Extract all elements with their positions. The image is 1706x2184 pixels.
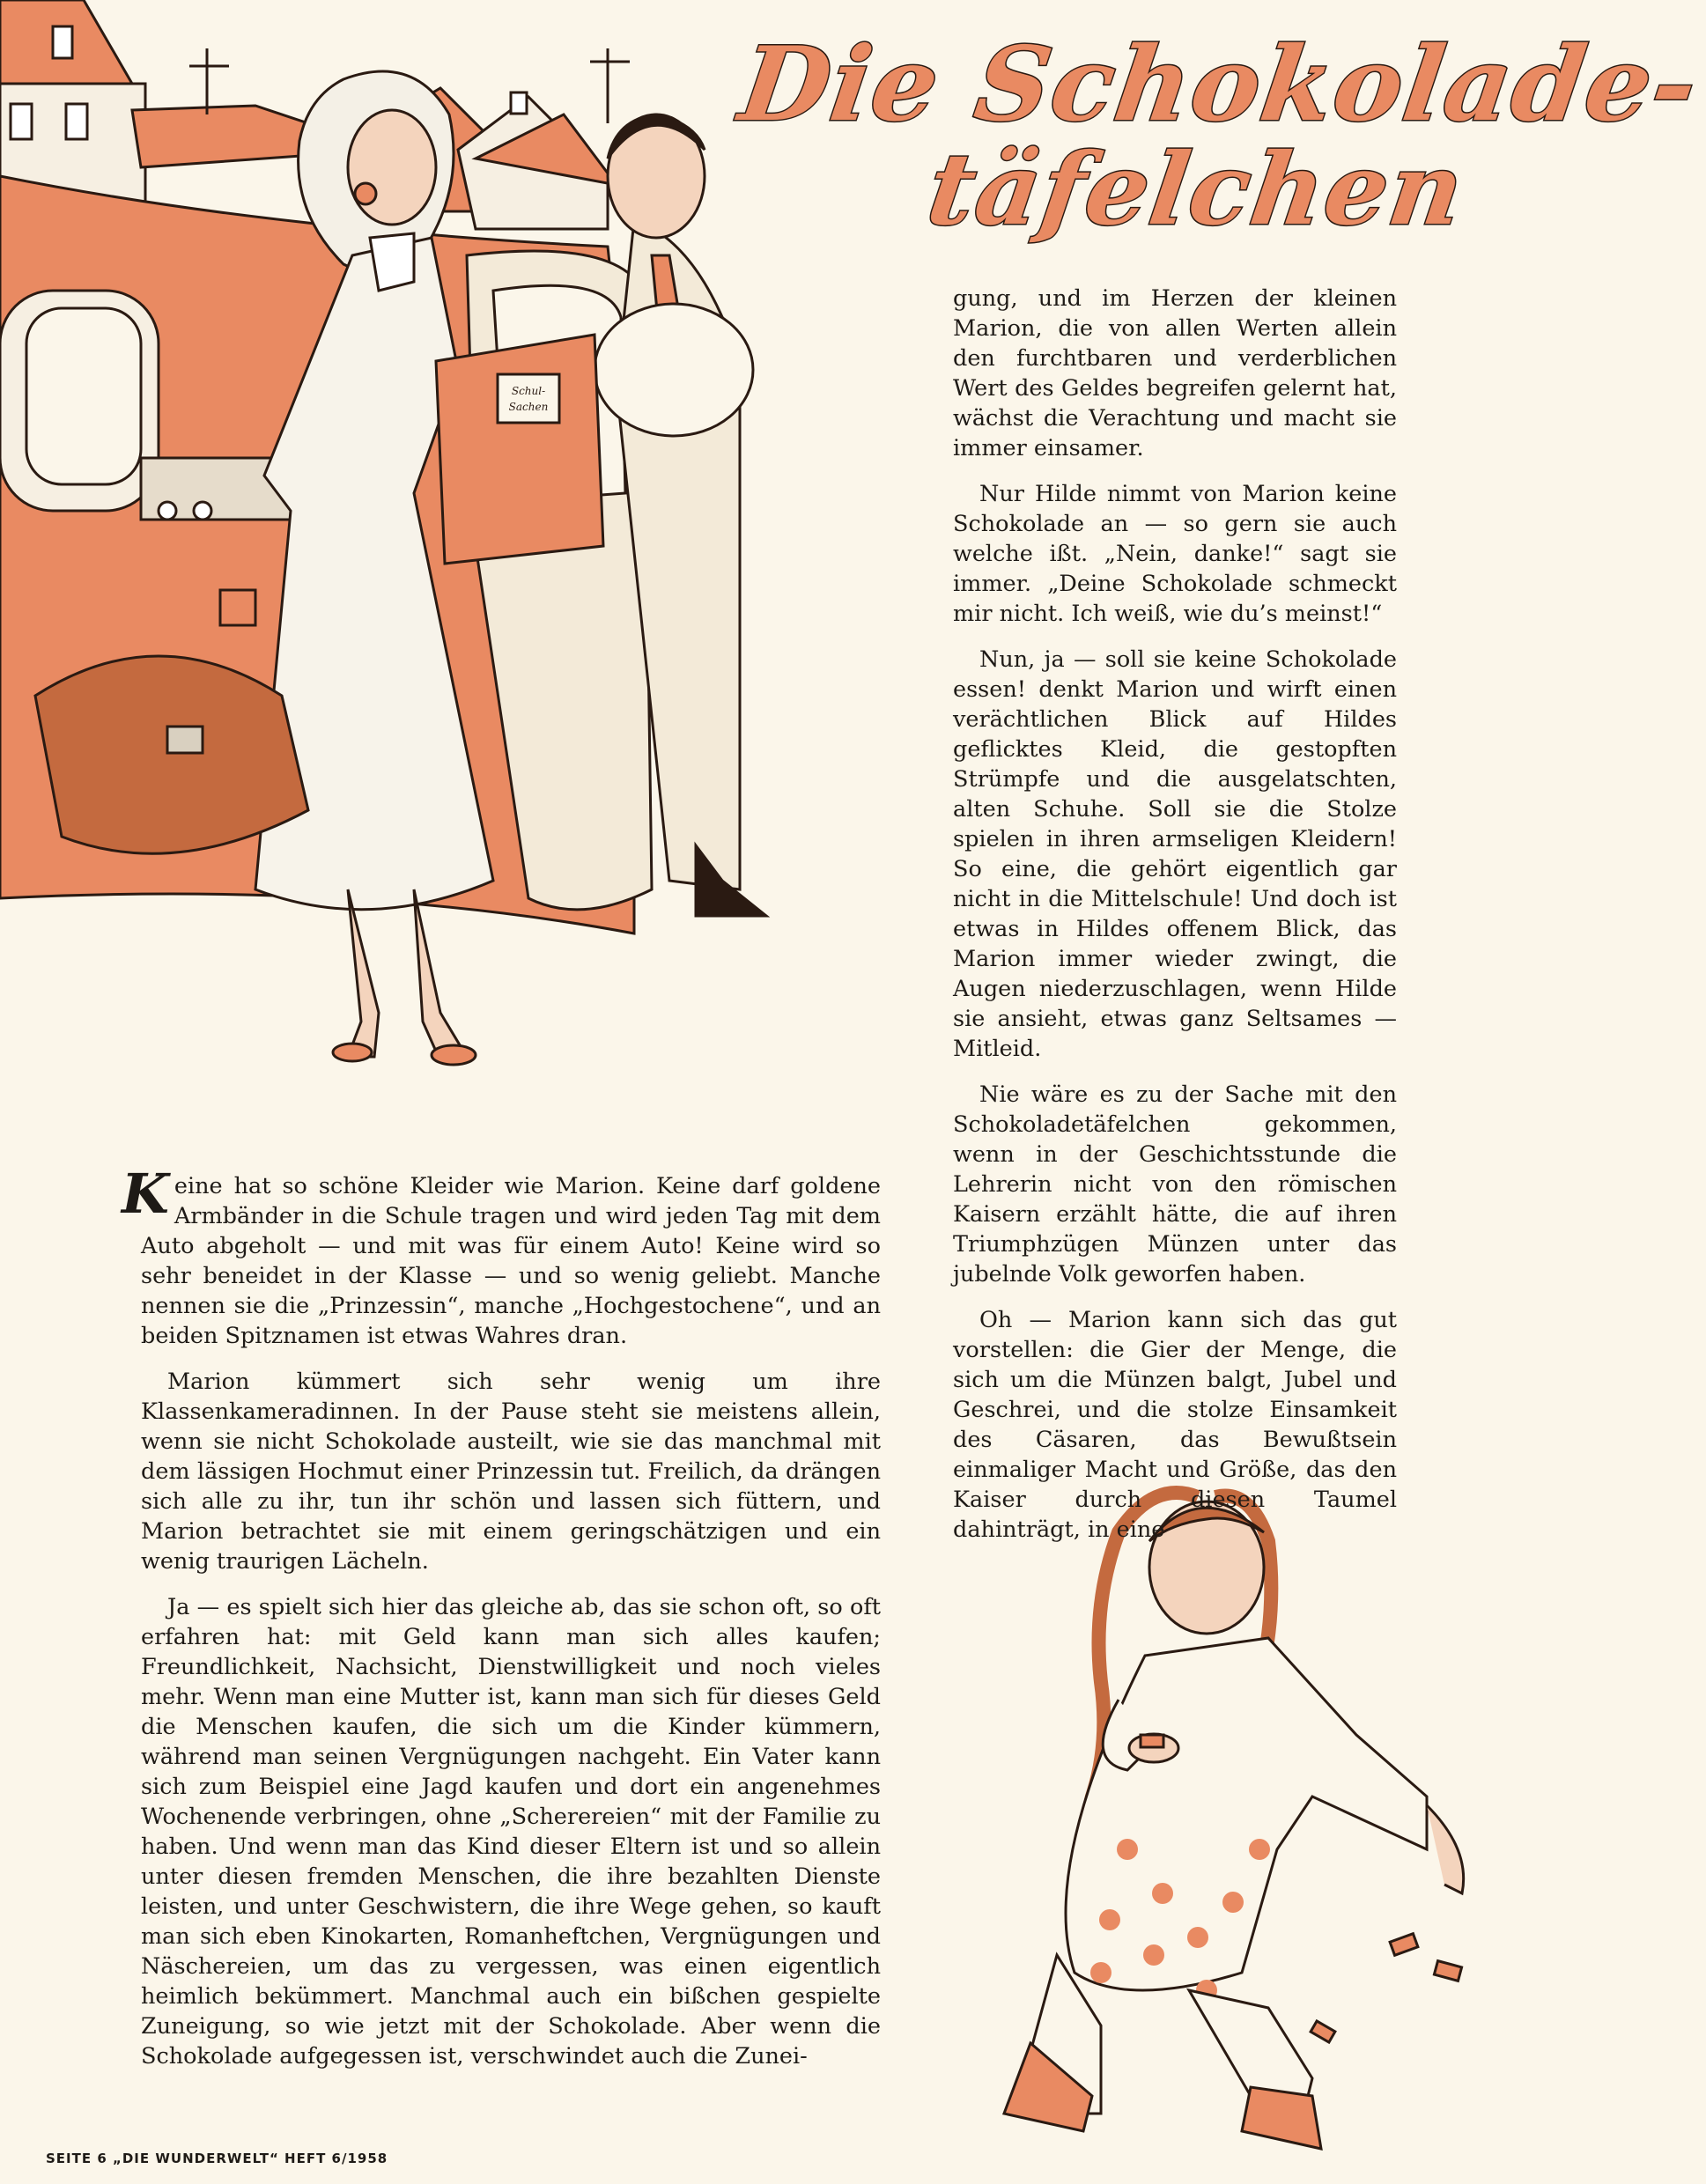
right-paragraph-4: Nie wäre es zu der Sache mit den Schokoladetäfelchen gekommen, wenn in der Geschichtsstunde die Lehrerin nicht von den römischen Kaisern erzählt hätte, die auf ihren Triumphzügen Münzen unter das jubelnde Volk geworfen haben. bbox=[953, 1081, 1397, 1288]
bag-label-line1: Schul- bbox=[511, 385, 546, 397]
car-scene-illustration bbox=[0, 0, 740, 1074]
right-paragraph-1: gung, und im Herzen der kleinen Marion, die von allen Werten allein den furchtbaren und verderblichen Wert des Geldes begreifen gelernt hat, wächst die Verachtung und macht sie immer einsamer. bbox=[953, 285, 1397, 461]
left-paragraph-1-text: eine hat so schöne Kleider wie Marion. Keine darf goldene Armbänder in die Schule tragen und wird jeden Tag mit dem Auto abgeholt — und mit was für einem Auto! Keine wird so sehr beneidet in der Klasse — und so wenig geliebt. Manche nennen sie die „Prinzessin“, manche „Hochgestochene“, und an beiden Spitznamen ist etwas Wahres dran. bbox=[141, 1173, 881, 1349]
left-paragraph-3: Ja — es spielt sich hier das gleiche ab, das sie schon oft, so oft erfahren hat: mit Geld kann man sich alles kaufen; Freundlichkeit, Nachsicht, Dienstwilligkeit und noch vieles mehr. Wenn man eine Mutter ist, kann man sich für dieses Geld die Menschen kaufen, die sich um die Kinder kümmern, während man seinen Vergnügungen nachgeht. Ein Vater kann sich zum Beispiel eine Jagd kaufen und dort ein angenehmes Wochenende verbringen, ohne „Scherereien“ mit der Familie zu haben. Und wenn man das Kind dieser Eltern ist und so allein unter diesen fremden Menschen, die ihre bezahlten Dienste leisten, und unter Geschwistern, die ihre Wege gehen, so kauft man sich eben Kinokarten, Romanheftchen, Vergnügungen und Näschereien, um das zu vergessen, was einen eigentlich heimlich bekümmert. Manchmal auch ein bißchen gespielte Zuneigung, so wie jetzt mit der Schokolade. Aber wenn die Schokolade aufgegessen ist, verschwindet auch die Zunei- bbox=[141, 1594, 881, 2070]
right-paragraph-3: Nun, ja — soll sie keine Schokolade essen! denkt Marion und wirft einen verächtlichen Blick auf Hildes geflicktes Kleid, die gestopften Strümpfe und die ausgelatschten, alten Schuhe. Soll sie die Stolze spielen in ihren armseligen Kleidern! So eine, die gehört eigentlich gar nicht in die Mittelschule! Und doch ist etwas in Hildes offenem Blick, das Marion immer wieder zwingt, die Augen niederzuschlagen, wenn Hilde sie ansieht, etwas ganz Seltsames — Mitleid. bbox=[953, 646, 1397, 1062]
right-paragraph-5: Oh — Marion kann sich das gut vorstellen: die Gier der Menge, die sich um die Münzen balgt, Jubel und Geschrei, und die stolze Einsamkeit des Cäsaren, das Bewußtsein einmaliger Macht und Größe, das den Kaiser durch diesen Taumel dahinträgt, in eine bbox=[953, 1307, 1397, 1543]
left-paragraph-1 bbox=[122, 1162, 881, 1351]
satchel bbox=[35, 656, 308, 853]
left-paragraph-2: Marion kümmert sich sehr wenig um ihre Klassenkameradinnen. In der Pause steht sie meistens allein, wenn sie nicht Schokolade austeilt, wie sie das manchmal mit dem lässigen Hochmut einer Prinzessin tut. Freilich, da drängen sich alle zu ihr, tun ihr schön und lassen sich füttern, und Marion betrachtet sie mit einem geringschätzigen und ein wenig traurigen Lächeln. bbox=[141, 1369, 881, 1575]
folder bbox=[436, 335, 603, 564]
left-text-column bbox=[122, 1162, 881, 2087]
girl-kneeling-illustration bbox=[898, 1479, 1494, 2184]
bag-label-line2: Sachen bbox=[508, 401, 549, 413]
right-paragraph-2: Nur Hilde nimmt von Marion keine Schokolade an — so gern sie auch welche ißt. „Nein, danke!“ sagt sie immer. „Deine Schokolade schmeckt mir nicht. Ich weiß, wie du’s meinst!“ bbox=[953, 481, 1397, 627]
title-line-2: täfelchen bbox=[920, 132, 1472, 247]
page-footer: SEITE 6 „DIE WUNDERWELT“ HEFT 6/1958 bbox=[46, 2151, 388, 2166]
drop-cap: K bbox=[122, 1162, 169, 1226]
right-text-column bbox=[953, 284, 1397, 1561]
title-line-1: Die Schokolade- bbox=[733, 25, 1706, 144]
